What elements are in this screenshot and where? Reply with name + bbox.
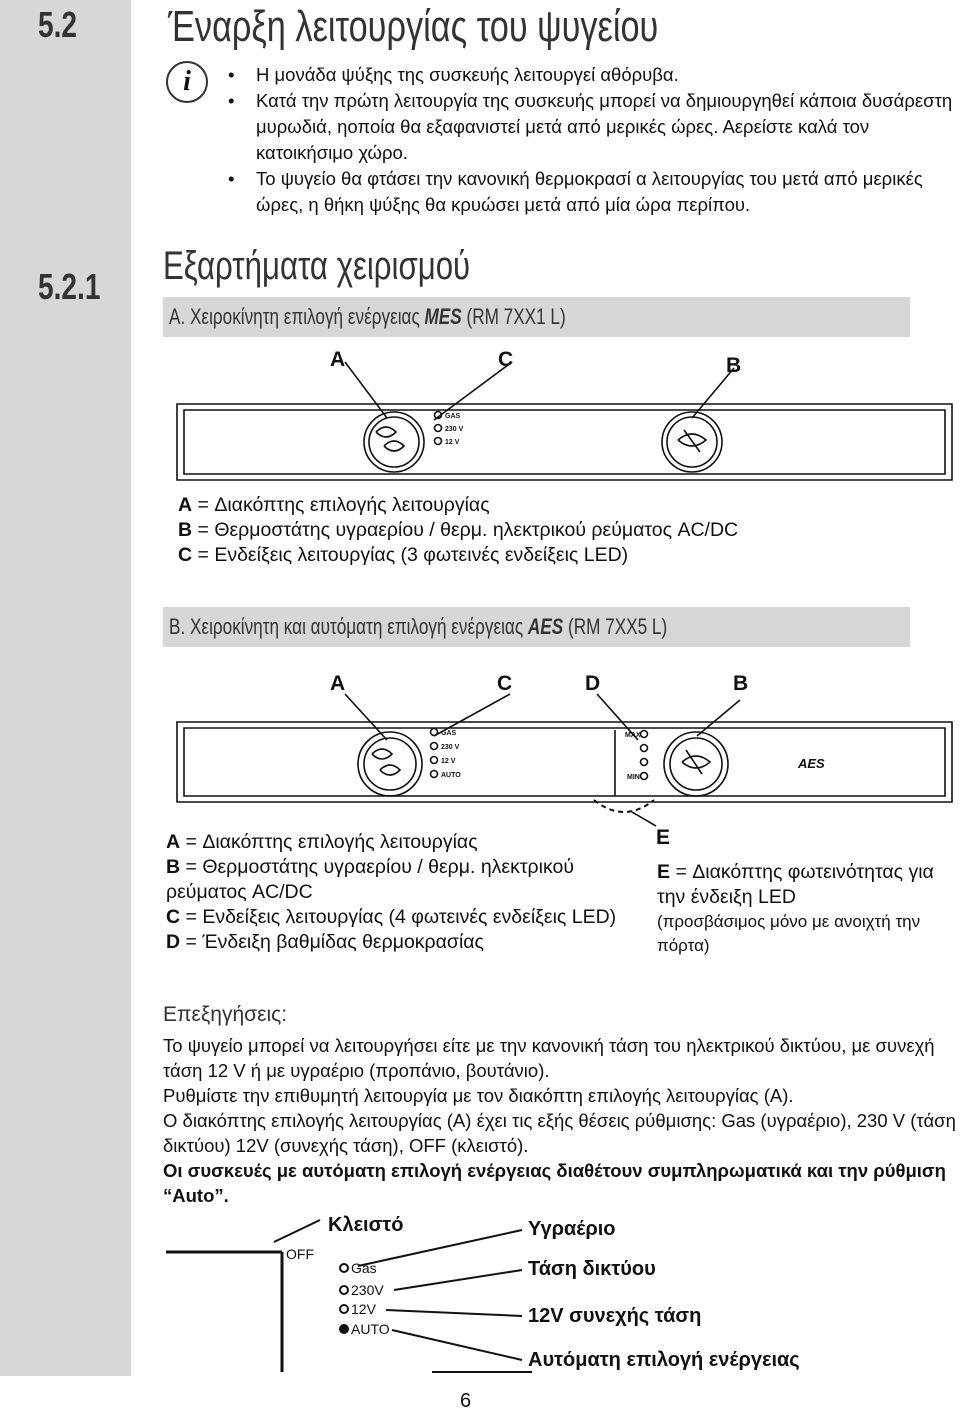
label-b: B [733,672,749,695]
page-number: 6 [460,1390,472,1412]
section-number: 5.2 [38,4,78,45]
list-item: • Η μονάδα ψύξης της συσκευής λειτουργεί αθόρυβα. [228,62,958,88]
label-a: A [330,672,346,695]
legend-e: E = Διακόπτης φωτεινότητας για την ένδειξη LED (προσβάσιμος μόνο με ανοιχτή την πόρτα) [657,861,934,955]
list-item: • Κατά την πρώτη λειτουργία της συσκευής μπορεί να δημιουργηθεί κάποια δυσάρεστη μυρωδιά, ηοποία θα εξαφανιστεί μετά από μερικές ώρες. Αερείστε καλά τον κατοικήσιμο χώρο. [228,88,958,166]
label-a: A [330,348,346,371]
explanations-body: Το ψυγείο μπορεί να λειτουργήσει είτε με την κανονική τάση του ηλεκτρικού δικτύου, με συνεχή τάση 12 V ή με υγραέριο (προπάνιο, βουτάνιο). Ρυθμίστε την επιθυμητή λειτουργία με τον διακόπτη επιλογής λειτουργίας (A). Ο διακόπτης επιλογής λειτουργίας (A) έχει τις εξής θέσεις ρύθμισης: Gas (υγραέριο), 230 V (τάση δικτύου) 12V (συνεχής τάση), OFF (κλειστό). Οι συσκευές με αυτόματη επιλογή ενέργειας διαθέτουν συμπληρωματικά και την ρύθμιση “Auto”. [163,1035,956,1206]
label-e: E [656,826,671,849]
label-mains: Τάση δικτύου [528,1258,656,1280]
temp-max: MAX [625,732,641,739]
sidebar-band [0,0,131,1376]
subsection-title: Εξαρτήματα χειρισμού [163,244,471,288]
label-12v: 12V συνεχής τάση [528,1305,702,1327]
indicator-230v: 230 V [445,426,464,433]
indicator-gas: GAS [445,413,461,420]
label-closed: Κλειστό [328,1214,404,1236]
legend-row: C = Ενδείξεις λειτουργίας (3 φωτεινές ενδείξεις LED) [178,544,629,566]
indicator-auto: AUTO [441,772,461,779]
legend-row: B = Θερμοστάτης υγραερίου / θερμ. ηλεκτρικού ρεύματος AC/DC [166,856,575,903]
legend-row: D = Ένδειξη βαθμίδας θερμοκρασίας [166,931,484,953]
info-icon: i [166,61,208,103]
notes-list [228,62,958,218]
indicator-gas: GAS [441,730,457,737]
position-12v: 12V [351,1301,376,1317]
temp-min: MIN [627,774,640,781]
label-c: C [497,672,513,695]
legend-row: A = Διακόπτης επιλογής λειτουργίας [166,831,478,853]
position-auto: AUTO [351,1321,390,1337]
label-b: B [726,354,742,377]
explanations-title: Επεξηγήσεις: [163,1003,288,1026]
part-b-legend [166,830,626,955]
panel-b-diagram [172,692,960,842]
aes-logo: AES [798,756,825,771]
switch-detail-diagram [162,1212,532,1392]
position-230v: 230V [351,1282,384,1298]
indicator-12v: 12 V [441,758,456,765]
label-auto: Αυτόματη επιλογή ενέργειας [528,1349,800,1371]
part-a-heading: A. Χειροκίνητη επιλογή ενέργειας MES (RM 7XX1 L) [163,297,910,337]
legend-row: B = Θερμοστάτης υγραερίου / θερμ. ηλεκτρικού ρεύματος AC/DC [178,519,739,541]
legend-row: A = Διακόπτης επιλογής λειτουργίας [178,494,490,516]
indicator-230v: 230 V [441,744,460,751]
section-title: Έναρξη λειτουργίας του ψυγείου [168,2,659,51]
indicator-12v: 12 V [445,439,460,446]
panel-a-diagram [172,360,960,490]
label-gas: Υγραέριο [528,1218,616,1240]
part-a-legend [178,493,738,568]
part-b-heading: B. Χειροκίνητη και αυτόματη επιλογή ενέργειας AES (RM 7XX5 L) [163,607,910,647]
label-c: C [498,348,514,371]
position-gas: Gas [351,1260,377,1276]
position-off: OFF [286,1246,314,1262]
subsection-number: 5.2.1 [38,266,101,307]
label-d: D [585,672,601,695]
legend-row: C = Ενδείξεις λειτουργίας (4 φωτεινές ενδείξεις LED) [166,906,617,928]
list-item: • Το ψυγείο θα φτάσει την κανονική θερμοκρασί α λειτουργίας του μετά από μερικές ώρες, η θήκη ψύξης θα κρυώσει μετά από μία ώρα περίπου. [228,166,958,218]
